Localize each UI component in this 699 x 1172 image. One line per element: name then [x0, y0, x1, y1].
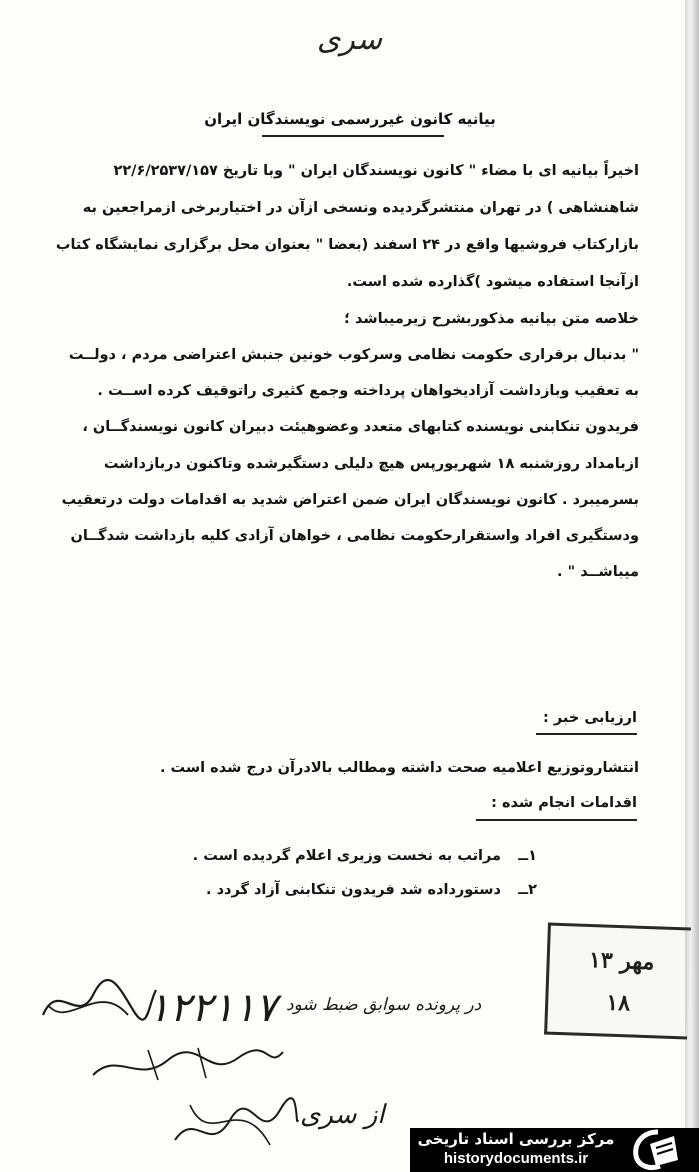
quote-line-1: " بدنبال برقراری حکومت نظامی وسرکوب خونین جنبش اعتراضی مردم ، دولــت	[68, 347, 639, 363]
evaluation-heading-underline	[536, 733, 637, 735]
title-underline	[262, 135, 444, 137]
evaluation-heading: ارزیابی خبر :	[543, 710, 637, 726]
quote-line-3: فریدون تنکابنی نویسنده کتابهای متعدد وعضوهیئت دبیران کانون نویسندگــان ،	[82, 419, 639, 435]
quote-line-5: بسرمیبرد . کانون نویسندگان ایران ضمن اعتراض شدید به اقدامات دولت درتعقیب	[61, 492, 639, 508]
archive-number: ۱۲۲۱۱۷	[148, 985, 277, 1031]
quote-line-7: میباشــد " .	[557, 564, 639, 580]
signature-scribble-2	[88, 1040, 288, 1090]
watermark-name: مرکز بررسی اسناد تاریخی	[417, 1130, 615, 1148]
document-title: بیانیه کانون غیررسمی نویسندگان ایران	[204, 110, 496, 128]
action-item-1-text: مراتب به نخست وزیری اعلام گردیده است .	[192, 848, 501, 864]
actions-heading: اقدامات انجام شده :	[491, 795, 637, 811]
quote-line-2: به تعقیب وبازداشت آزادیخواهان پرداخته وجمع کثیری راتوقیف کرده اســت .	[97, 383, 639, 399]
classification-handwritten: سری	[316, 22, 383, 57]
quote-line-6: ودستگیری افراد واستقرارحکومت نظامی ، خواهان آزادی کلیه بازداشت شدگــان	[70, 528, 639, 544]
evaluation-text: انتشاروتوزیع اعلامیه صحت داشته ومطالب بالادرآن درج شده است .	[159, 760, 639, 776]
signature-scribble-1	[38, 975, 158, 1035]
secret-note: از سری	[300, 1100, 385, 1130]
action-item-2-text: دستورداده شد فریدون تنکابنی آزاد گردد .	[206, 882, 501, 898]
stamp-date: ۱۳ مهر	[588, 947, 655, 976]
actions-heading-underline	[476, 819, 637, 821]
action-item-1-number: ۱ــ	[518, 848, 537, 864]
archive-note: در پرونده سوابق ضبط شود	[286, 995, 482, 1015]
action-item-2-number: ۲ــ	[518, 882, 537, 898]
signature-scribble-3	[170, 1090, 300, 1160]
body-line-1: اخیراً بیانیه ای با مضاء " کانون نویسندگان ایران " وبا تاریخ ۲۲/۶/۲۵۳۷/۱۵۷	[113, 163, 639, 179]
archive-logo-icon	[628, 1126, 688, 1172]
body-line-2: شاهنشاهی ) در تهران منتشرگردیده ونسخی ازآن در اختیاربرخی ازمراجعین به	[82, 200, 639, 216]
body-line-4: ازآنجا استفاده میشود )گذارده شده است.	[346, 274, 639, 290]
watermark-url: historydocuments.ir	[443, 1150, 589, 1167]
body-line-3: بازارکتاب فروشیها واقع در ۲۴ اسفند (بعضا " بعنوان محل برگزاری نمایشگاه کتاب	[55, 237, 639, 253]
quote-line-4: ازبامداد روزشنبه ۱۸ شهریورپس هیچ دلیلی دستگیرشده وتاکنون دربازداشت	[103, 456, 639, 472]
summary-intro: خلاصه متن بیانیه مذکوربشرح زیرمیباشد ؛	[344, 311, 639, 327]
receipt-stamp	[544, 923, 691, 1040]
stamp-number: ۱۸	[605, 989, 631, 1017]
